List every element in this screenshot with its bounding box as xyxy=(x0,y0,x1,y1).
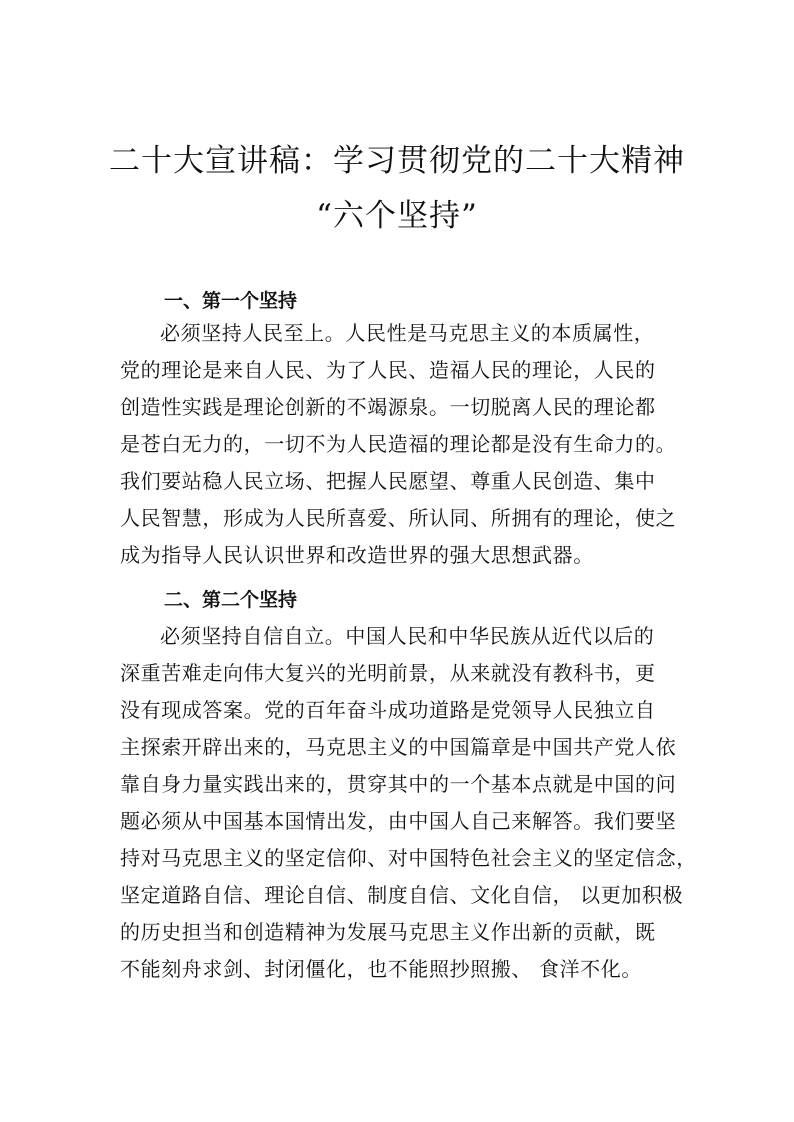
section-1-paragraph-line: 我们要站稳人民立场、把握人民愿望、尊重人民创造、集中 xyxy=(120,469,656,493)
section-2-paragraph-line: 坚定道路自信、理论自信、制度自信、文化自信， 以更加积极 xyxy=(120,883,684,907)
document-title-line1: 二十大宣讲稿：学习贯彻党的二十大精神 xyxy=(109,143,685,179)
section-1-paragraph-line: 是苍白无力的，一切不为人民造福的理论都是没有生命力的。 xyxy=(120,432,677,456)
section-1-paragraph-line: 人民智慧，形成为人民所喜爱、所认同、所拥有的理论，使之 xyxy=(120,506,677,530)
section-2-paragraph-line: 的历史担当和创造精神为发展马克思主义作出新的贡献，既 xyxy=(120,920,656,944)
section-2-paragraph-line: 必须坚持自信自立。中国人民和中华民族从近代以后的 xyxy=(160,624,655,648)
section-2-paragraph-line: 不能刻舟求剑、封闭僵化，也不能照抄照搬、 食洋不化。 xyxy=(120,957,642,981)
section-2-paragraph-line: 题必须从中国基本国情出发，由中国人自己来解答。我们要坚 xyxy=(120,809,677,833)
section-1-paragraph-line: 必须坚持人民至上。人民性是马克思主义的本质属性， xyxy=(160,321,655,345)
section-2-paragraph-line: 没有现成答案。党的百年奋斗成功道路是党领导人民独立自 xyxy=(120,698,656,722)
section-2-paragraph-line: 深重苦难走向伟大复兴的光明前景，从来就没有教科书，更 xyxy=(120,661,656,685)
section-1-paragraph-line: 成为指导人民认识世界和改造世界的强大思想武器。 xyxy=(120,543,594,567)
section-1-paragraph-line: 党的理论是来自人民、为了人民、造福人民的理论，人民的 xyxy=(120,358,656,382)
section-2-paragraph-line: 持对马克思主义的坚定信仰、对中国特色社会主义的坚定信念， xyxy=(120,846,697,870)
section-2-paragraph-line: 靠自身力量实践出来的，贯穿其中的一个基本点就是中国的问 xyxy=(120,772,677,796)
section-1-paragraph-line: 创造性实践是理论创新的不竭源泉。一切脱离人民的理论都 xyxy=(120,395,656,419)
section-2-heading: 二、第二个坚持 xyxy=(164,589,298,611)
document-title-line2: “六个坚持” xyxy=(316,198,478,234)
section-1-heading: 一、第一个坚持 xyxy=(164,290,298,312)
section-2-paragraph-line: 主探索开辟出来的，马克思主义的中国篇章是中国共产党人依 xyxy=(120,735,677,759)
